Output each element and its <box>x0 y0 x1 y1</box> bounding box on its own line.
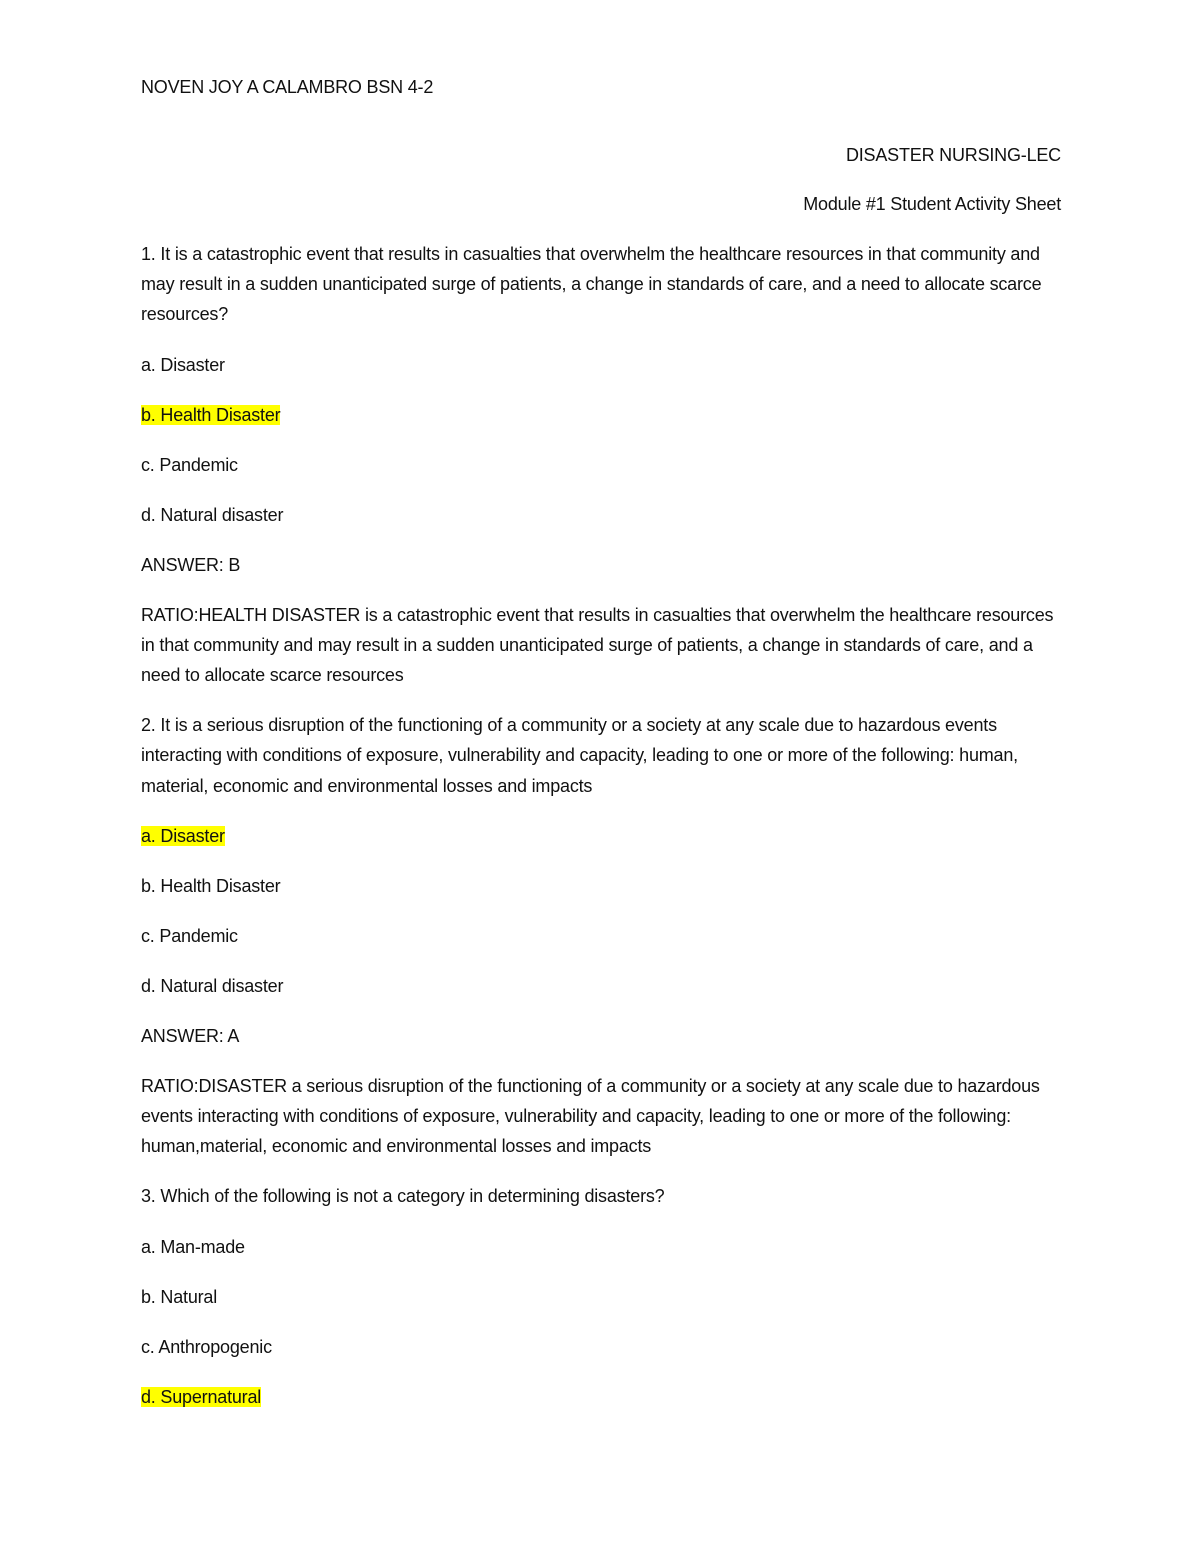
question-1-answer: ANSWER: B <box>141 554 241 575</box>
question-2-answer: ANSWER: A <box>141 1025 240 1046</box>
question-3-option-a <box>141 1232 1061 1262</box>
question-3-option-d <box>141 1382 1061 1412</box>
option-text: b. Health Disaster <box>141 875 281 896</box>
question-1-option-b <box>141 400 1061 430</box>
question-3-text: 3. Which of the following is not a category in determining disasters? <box>141 1186 665 1207</box>
course-title: DISASTER NURSING-LEC <box>845 145 1061 165</box>
question-2-option-c <box>141 921 1061 951</box>
question-1-text: 1. It is a catastrophic event that results in casualties that overwhelm the healthcare resources in that community and may result in a sudden unanticipated surge of patients, a change in standards of care, and a need to allocate scarce resources? <box>141 244 1042 325</box>
question-2-ratio: RATIO:DISASTER a serious disruption of the functioning of a community or a society at any scale due to hazardous events interacting with conditions of exposure, vulnerability and capacity, leading to one or more of the following: human,material, economic and environmental losses and impacts <box>141 1075 1040 1157</box>
option-text: a. Man-made <box>141 1236 245 1257</box>
option-text-highlighted: b. Health Disaster <box>141 404 281 425</box>
question-2-option-b <box>141 871 1061 901</box>
question-3-option-b <box>141 1282 1061 1312</box>
question-2-text: 2. It is a serious disruption of the functioning of a community or a society at any scale due to hazardous events interacting with conditions of exposure, vulnerability and capacity, leading to one or more of the following: human, material, economic and environmental losses and impacts <box>141 715 1018 796</box>
option-text: d. Natural disaster <box>141 975 284 996</box>
option-text: c. Pandemic <box>141 925 238 946</box>
question-1-option-c <box>141 450 1061 480</box>
option-text: d. Natural disaster <box>141 504 284 525</box>
document-body <box>141 72 1061 1412</box>
option-text-highlighted: a. Disaster <box>141 825 225 846</box>
student-name-line: NOVEN JOY A CALAMBRO BSN 4-2 <box>141 77 434 97</box>
option-text-highlighted: d. Supernatural <box>141 1386 262 1407</box>
module-title: Module #1 Student Activity Sheet <box>803 194 1061 214</box>
question-1-option-d <box>141 500 1061 530</box>
option-text: b. Natural <box>141 1286 218 1307</box>
question-2-option-d <box>141 971 1061 1001</box>
question-3-option-c <box>141 1332 1061 1362</box>
option-text: a. Disaster <box>141 354 225 375</box>
option-text: c. Pandemic <box>141 454 238 475</box>
question-1-option-a <box>141 350 1061 380</box>
option-text: c. Anthropogenic <box>141 1336 272 1357</box>
question-2-option-a <box>141 821 1061 851</box>
question-1-ratio: RATIO:HEALTH DISASTER is a catastrophic event that results in casualties that overwhelm the healthcare resources in that community and may result in a sudden unanticipated surge of patients, a change in standards of care, and a need to allocate scarce resources <box>141 604 1054 686</box>
